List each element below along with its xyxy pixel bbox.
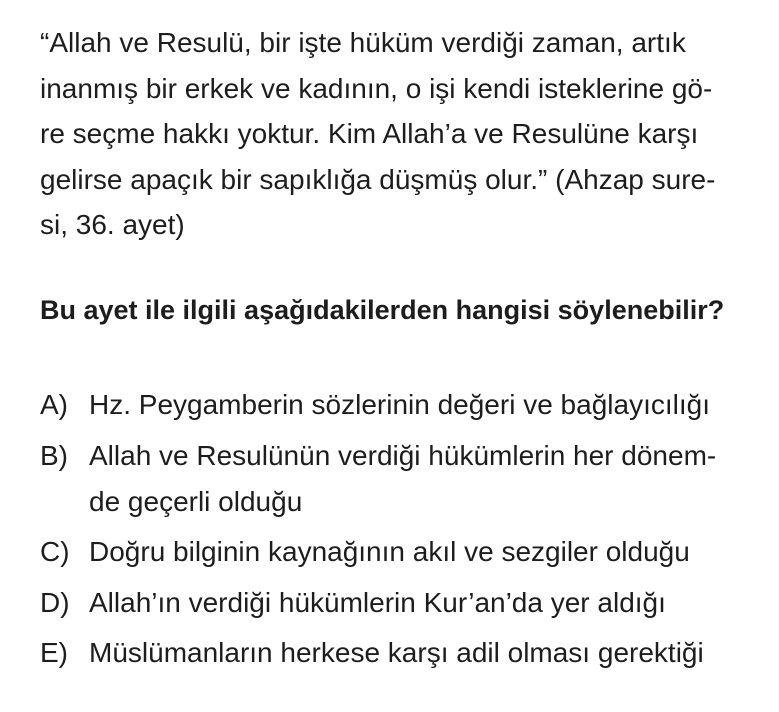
option-text <box>89 382 750 428</box>
option-line: Doğru bilginin kaynağının akıl ve sezgiler olduğu <box>89 536 690 567</box>
option-text <box>89 630 750 676</box>
verse-line: gelirse apaçık bir sapıklığa düşmüş olur.” (Ahzap sure- <box>40 163 716 195</box>
option-text <box>89 529 750 575</box>
option-d[interactable] <box>40 580 750 626</box>
question-stem: Bu ayet ile ilgili aşağıdakilerden hangisi söylenebilir? <box>40 295 725 325</box>
option-text <box>89 580 750 626</box>
verse-line: inanmış bir erkek ve kadının, o işi kendi isteklerine gö- <box>40 72 713 104</box>
option-a[interactable] <box>40 382 750 428</box>
verse-line: re seçme hakkı yoktur. Kim Allah’a ve Resulüne karşı <box>40 118 699 149</box>
option-letter: C) <box>40 536 70 567</box>
option-line: Allah’ın verdiği hükümlerin Kur’an’da yer aldığı <box>89 586 666 618</box>
option-c[interactable] <box>40 529 750 575</box>
option-line: Hz. Peygamberin sözlerinin değeri ve bağlayıcılığı <box>89 389 710 420</box>
option-b[interactable] <box>40 433 750 525</box>
verse-line: si, 36. ayet) <box>40 209 185 240</box>
option-line: de geçerli olduğu <box>89 485 303 517</box>
option-e[interactable] <box>40 630 750 676</box>
verse-quote <box>40 20 730 248</box>
option-line: Müslümanların herkese karşı adil olması gerektiği <box>89 637 704 668</box>
verse-line: “Allah ve Resulü, bir işte hüküm verdiği zaman, artık <box>40 27 686 58</box>
option-letter: D) <box>40 586 70 618</box>
option-text <box>89 433 750 525</box>
option-letter: A) <box>40 389 68 420</box>
option-line: Allah ve Resulünün verdiği hükümlerin her dönem- <box>89 439 717 471</box>
option-letter: B) <box>40 439 68 471</box>
option-letter: E) <box>40 637 68 668</box>
answer-options <box>40 382 750 676</box>
